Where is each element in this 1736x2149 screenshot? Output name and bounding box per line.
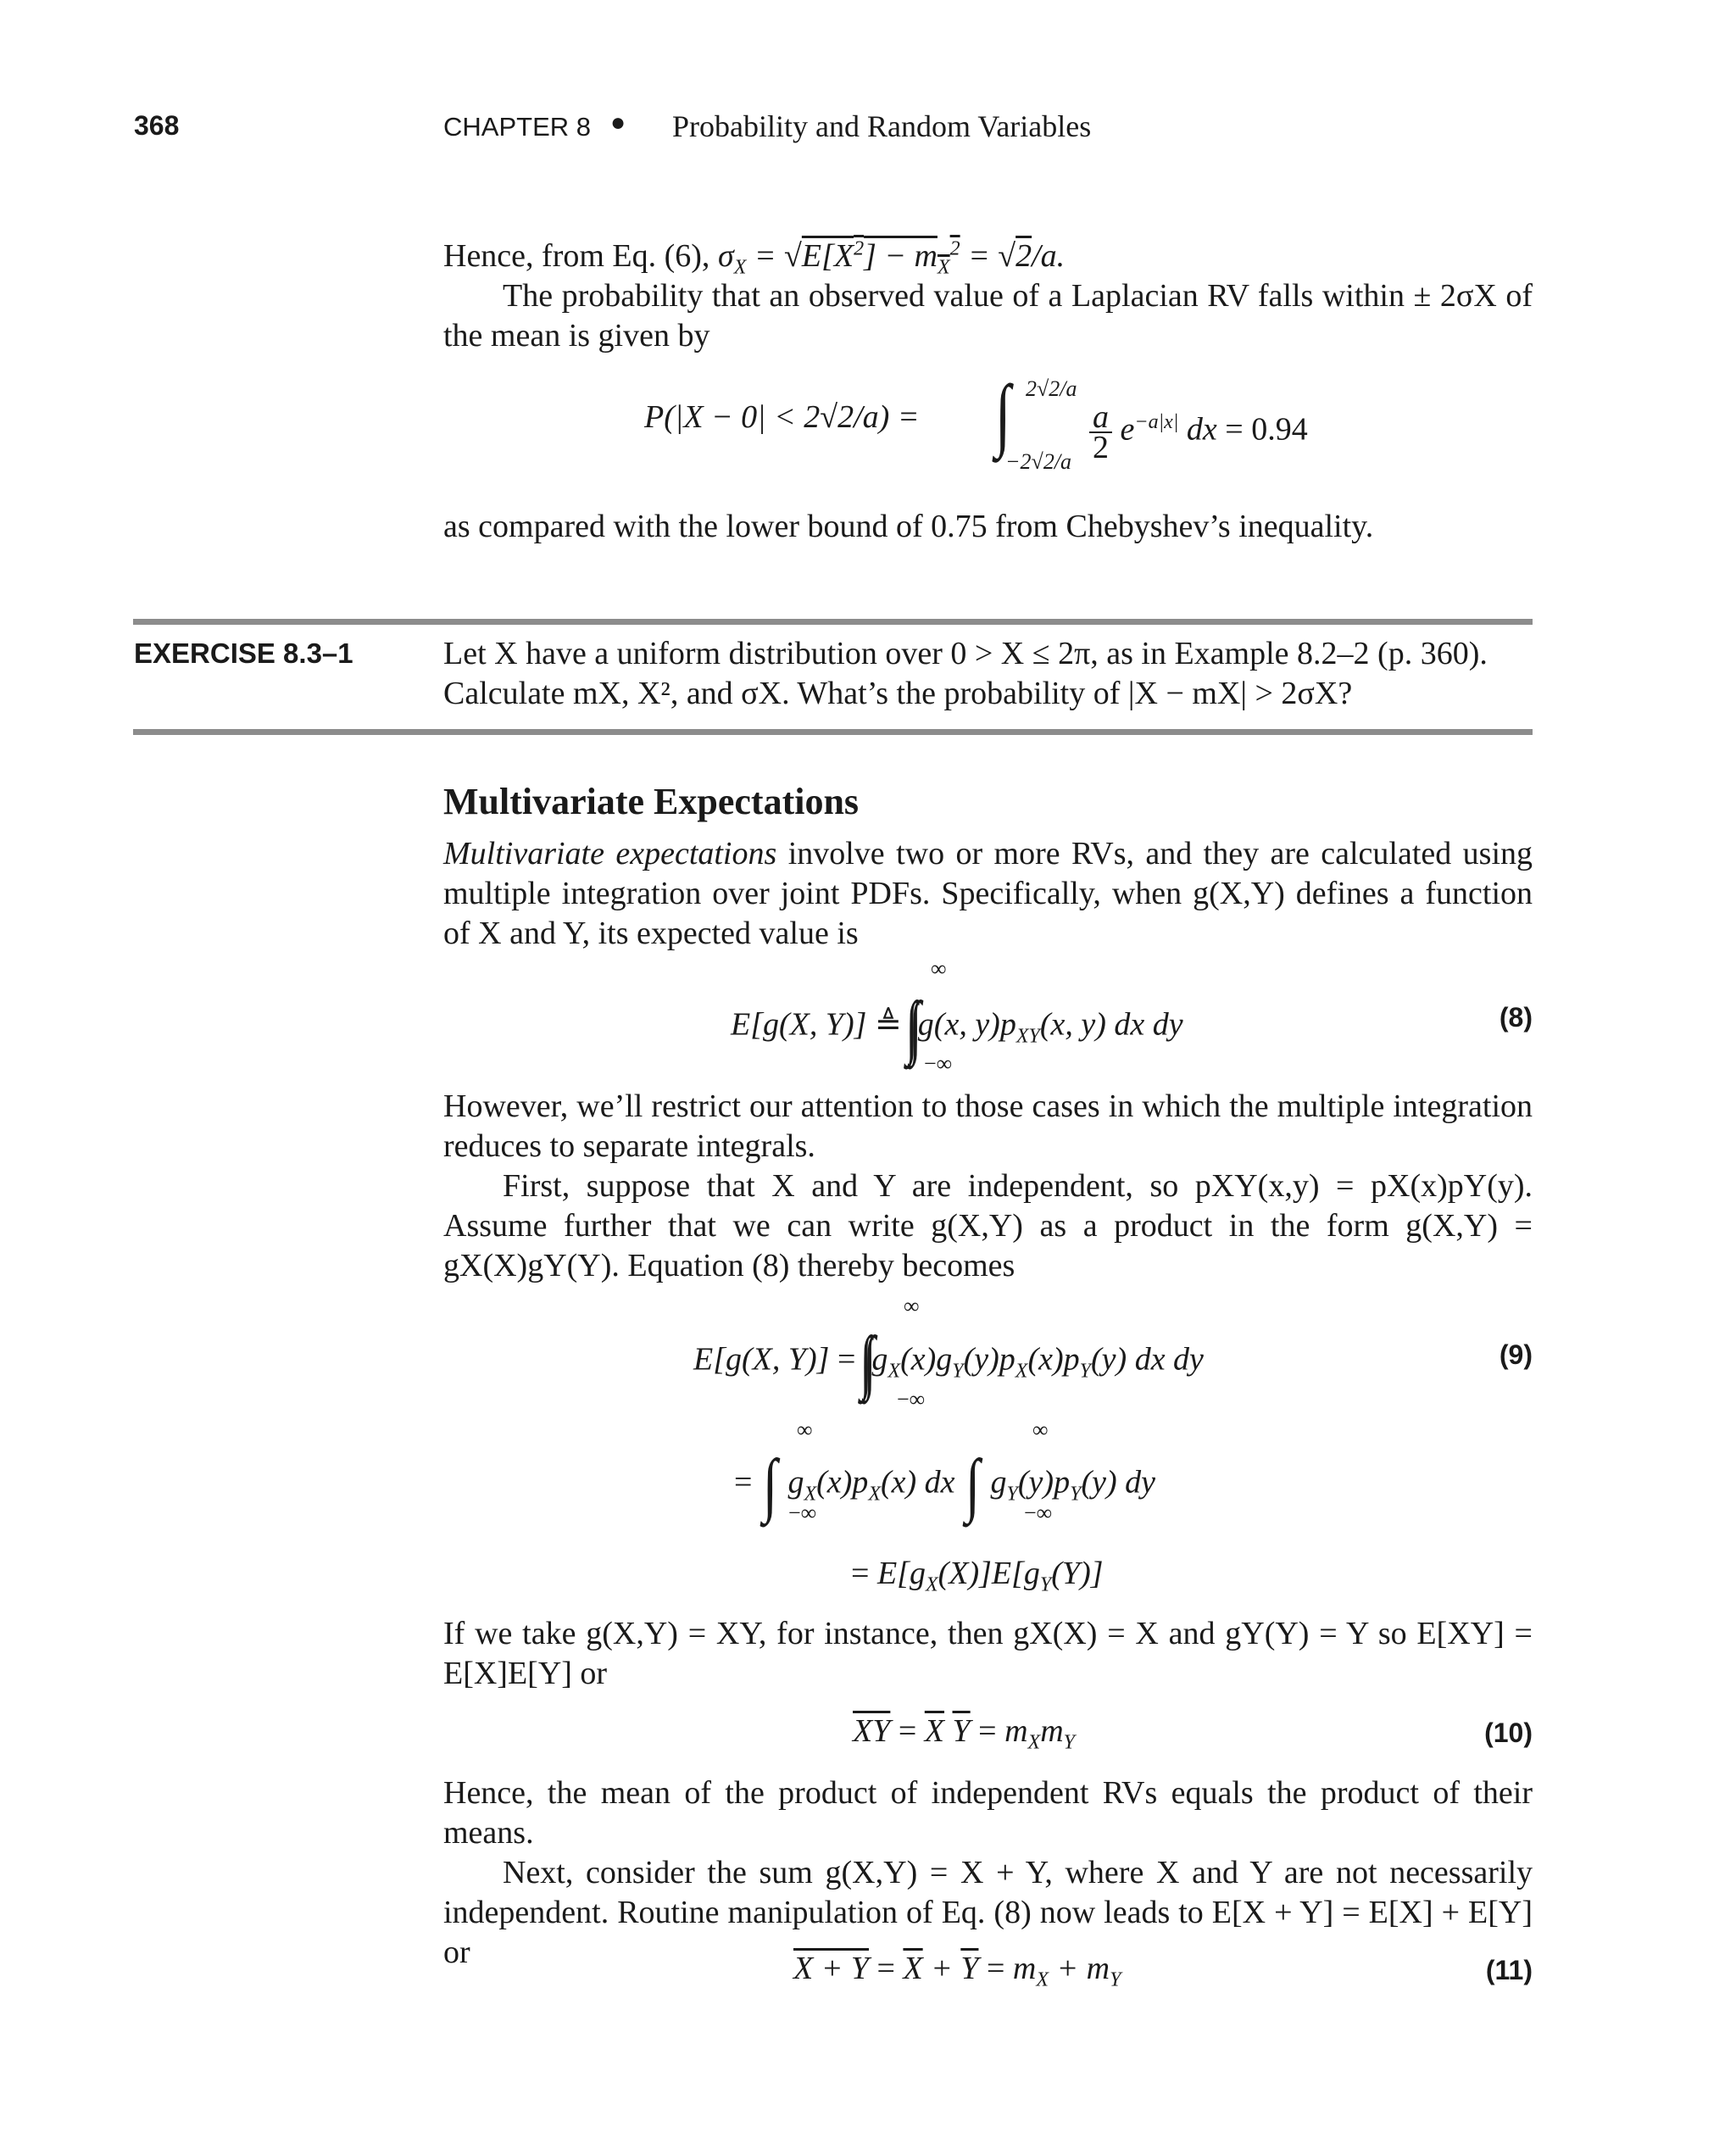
product-conclusion-text: Hence, the mean of the product of independent RVs equals the product of their means. [443, 1775, 1533, 1851]
eq9-line2-lower-2: −∞ [1024, 1500, 1053, 1525]
product-example-text: If we take g(X,Y) = XY, for instance, then gX(X) = X and gY(Y) = Y so E[XY] = E[X]E[Y] or [443, 1616, 1533, 1691]
eq8-upper-limit: ∞ [931, 956, 947, 981]
laplace-integral-sign: ∫ [994, 368, 1011, 459]
sigma-derivation-lead: Hence, from Eq. (6), [443, 238, 710, 274]
laplace-integrand: a 2 $e^{-a|x|}$ dx = 0.94 [1089, 403, 1308, 462]
eq8: E[g(X, Y)] ≜ g(x, $y)p_{XY}(x$, y) dx dy [731, 1006, 1183, 1048]
laplace-upper-limit: 2√2/a [1026, 376, 1077, 401]
section-heading: Multivariate Expectations [443, 781, 860, 822]
exercise-label: EXERCISE 8.3–1 [134, 637, 353, 669]
eq11: $X + Y = \overline{X} + \overline{Y} = m_X + m_Y$ [793, 1951, 1121, 1991]
multivariate-intro-rest: involve two or more RVs, and they are calculated using multiple integration over joint PDFs. Specifically, when g(X,Y) defines a function of X and Y, its expected value is [443, 836, 1533, 951]
chebyshev-comparison-text: as compared with the lower bound of 0.75 from Chebyshev’s inequality. [443, 509, 1374, 544]
eq10-number: (10) [1484, 1718, 1533, 1748]
restriction-text: However, we’ll restrict our attention to those cases in which the multiple integration reduces to separate integrals. [443, 1088, 1533, 1164]
eq9-line-1: E[g(X, $Y)] = g_X(x)g_Y(y)p_X(x)p_Y(y)$ dx dy [693, 1341, 1204, 1383]
eq9-line2-upper-1: ∞ [797, 1417, 813, 1442]
eq9-line-3: = $E[g_X(X)]E[g_Y(Y)]$ [851, 1556, 1104, 1596]
laplacian-probability-paragraph [443, 276, 1533, 356]
eq9-lower-limit: −∞ [897, 1387, 926, 1411]
sum-text: Next, consider the sum g(X,Y) = X + Y, where X and Y are not necessarily independent. Routine manipulation of Eq. (8) now leads to E[X + Y] = E[X] + E[Y] or [443, 1855, 1533, 1970]
exercise-bottom-rule [133, 729, 1533, 735]
eq9-integral-1: ∫ [762, 1445, 778, 1524]
independence-text: First, suppose that X and Y are independent, so pXY(x,y) = pX(x)pY(y). Assume further that we can write g(X,Y) as a product in the form g(X,Y) = gX(X)gY(Y). Equation (8) thereby becomes [443, 1168, 1533, 1283]
laplacian-probability-text: The probability that an observed value of a Laplacian RV falls within ± 2σX of the mean is given by [443, 278, 1533, 354]
laplace-integral-equation [644, 398, 919, 436]
eq9-line2-lower-1: −∞ [788, 1500, 817, 1525]
eq11-number: (11) [1485, 1955, 1533, 1985]
multivariate-intro-text [443, 834, 1533, 954]
restriction-paragraph [443, 1087, 1533, 1286]
sigma-derivation-line [443, 237, 1066, 279]
header-bullet: ● [610, 109, 626, 136]
product-conclusion-paragraph [443, 1773, 1533, 1973]
exercise-top-rule [133, 619, 1533, 625]
multivariate-term: Multivariate expectations [443, 836, 777, 871]
product-example-paragraph [443, 1614, 1533, 1694]
eq9-integral-2: ∫ [965, 1445, 981, 1524]
eq8-lower-limit: −∞ [924, 1051, 953, 1076]
eq9-line-2: = ∫ $g_X(x)p_X(x)$ dx ∫ $g_Y(y)p_Y(y)$ dy [734, 1445, 1155, 1524]
exercise-line-2: Calculate mX, X², and σX. What’s the probability of |X − mX| > 2σX? [443, 676, 1353, 711]
eq9-number: (9) [1499, 1339, 1533, 1370]
chebyshev-comparison-paragraph [443, 507, 1533, 547]
laplace-lower-limit: −2√2/a [1005, 449, 1072, 474]
chapter-title: Probability and Random Variables [672, 109, 1092, 143]
exercise-text [443, 634, 1533, 714]
eq8-number: (8) [1499, 1002, 1533, 1033]
eq9-upper-limit: ∞ [904, 1294, 920, 1318]
page-number: 368 [134, 110, 180, 141]
multivariate-intro-paragraph [443, 834, 1533, 954]
chapter-label: CHAPTER 8 [443, 112, 591, 142]
eq10: $\overline{XY} = \overline{X}$ $\overline{Y} = m_Xm_Y$ [853, 1713, 1076, 1754]
sigma-derivation-equation: $\sigma_X = √E[X^2] - m_X^2 = √2/a$. [717, 237, 1066, 279]
laplace-lhs: P(|X − 0| < 2√2/a) = [644, 399, 920, 435]
eq9-line2-upper-2: ∞ [1032, 1417, 1049, 1442]
exercise-line-1: Let X have a uniform distribution over 0 > X ≤ 2π, as in Example 8.2–2 (p. 360). [443, 636, 1488, 671]
